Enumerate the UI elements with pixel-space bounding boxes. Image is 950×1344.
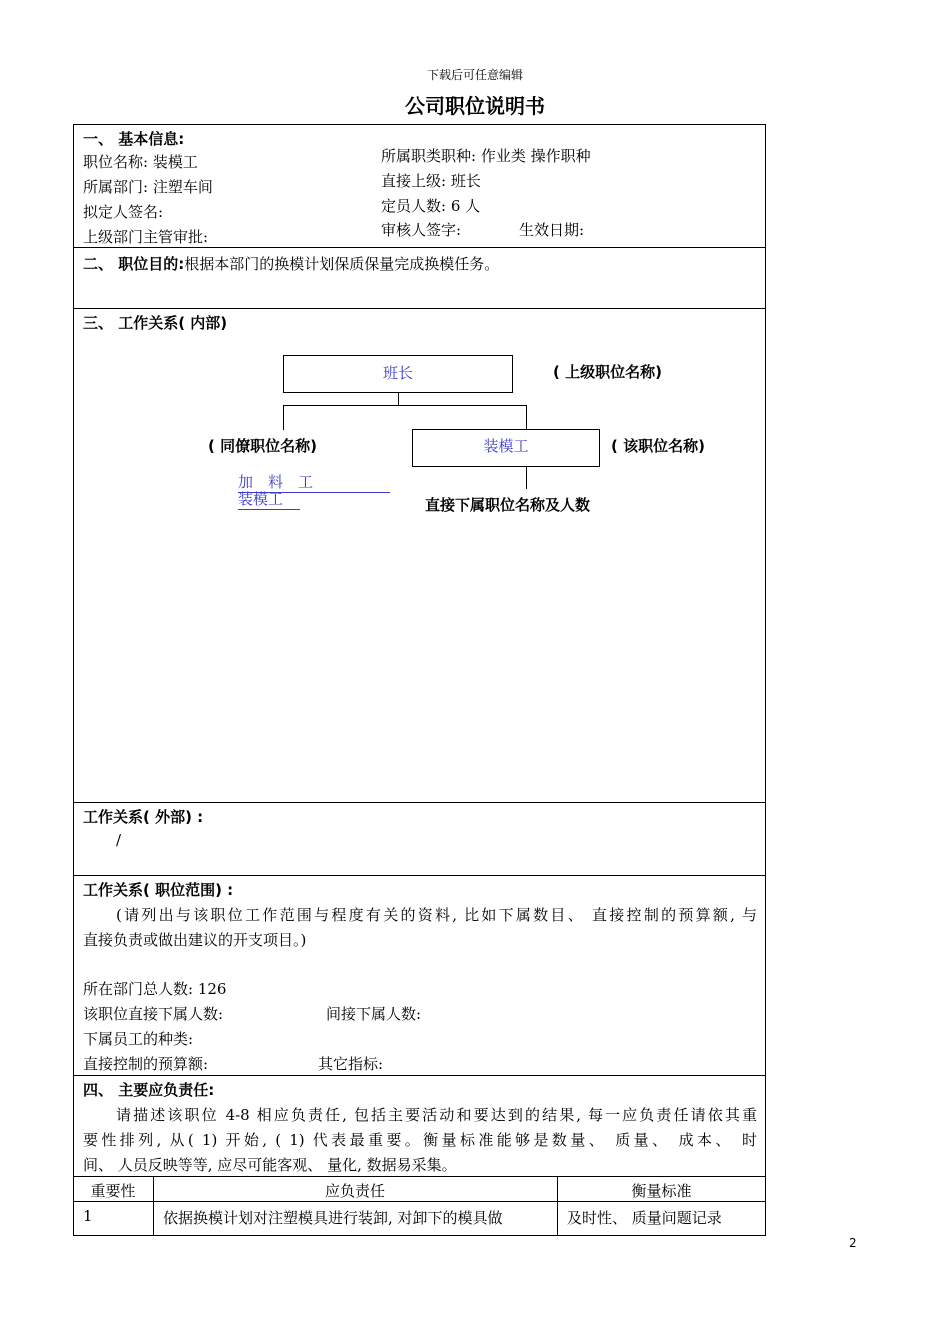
org-connector-horizontal xyxy=(283,405,527,406)
headcount: 定员人数: 6 人 xyxy=(381,197,481,215)
approver-signature: 上级部门主管审批: xyxy=(83,228,209,246)
divider-purpose xyxy=(73,308,766,309)
org-connector-subordinate xyxy=(526,467,527,489)
external-value: / xyxy=(116,831,122,849)
divider-internal xyxy=(73,802,766,803)
scope-desc-line1: (请列出与该职位工作范围与程度有关的资料, 比如下属数目、 直接控制的预算额, 与 xyxy=(116,906,757,924)
column-header-duty: 应负责任 xyxy=(324,1182,385,1200)
duties-heading: 四、 主要应负责任: xyxy=(83,1081,215,1099)
effective-date: 生效日期: xyxy=(519,221,585,239)
peer-item-1[interactable]: 加 料 工 xyxy=(238,471,390,493)
drafter-signature: 拟定人签名: xyxy=(83,203,164,221)
self-box-label: 装模工 xyxy=(483,437,529,455)
basic-heading: 一、 基本信息: xyxy=(83,130,185,148)
column-header-measure: 衡量标准 xyxy=(631,1182,692,1200)
purpose-line xyxy=(83,253,499,274)
column-header-rank: 重要性 xyxy=(90,1182,136,1200)
org-connector-peer xyxy=(283,405,284,430)
divider-scope xyxy=(73,1075,766,1076)
divider-duty-desc xyxy=(73,1176,766,1177)
self-box xyxy=(412,429,600,467)
superior-box xyxy=(283,355,513,393)
other-metrics: 其它指标: xyxy=(318,1055,384,1073)
header-note: 下载后可任意编辑 xyxy=(426,68,523,82)
dept-total: 所在部门总人数: 126 xyxy=(83,980,227,998)
duty-row-text: 依据换模计划对注塑模具进行装卸, 对卸下的模具做 xyxy=(163,1209,503,1227)
direct-supervisor: 直接上级: 班长 xyxy=(381,172,481,190)
department: 所属部门: 注塑车间 xyxy=(83,178,213,196)
duty-row-rank: 1 xyxy=(83,1207,93,1225)
page-title: 公司职位说明书 xyxy=(405,94,545,118)
page-number: 2 xyxy=(849,1236,857,1250)
org-connector-self xyxy=(526,405,527,429)
purpose-heading: 二、 职位目的: xyxy=(83,255,185,273)
external-heading: 工作关系( 外部) : xyxy=(83,808,204,826)
peer-item-2[interactable]: 装模工 xyxy=(238,488,300,510)
internal-heading: 三、 工作关系( 内部) xyxy=(83,314,228,332)
subordinate-label: 直接下属职位名称及人数 xyxy=(425,496,591,514)
self-label: ( 该职位名称) xyxy=(611,437,705,455)
subordinate-types: 下属员工的种类: xyxy=(83,1030,194,1048)
duties-desc-line2: 要性排列, 从( 1) 开始, ( 1) 代表最重要。衡量标准能够是数量、 质量、 成本、 时 xyxy=(83,1131,757,1149)
duty-row-measure: 及时性、 质量问题记录 xyxy=(567,1209,722,1227)
peer-label: ( 同僚职位名称) xyxy=(208,437,317,455)
divider-external xyxy=(73,875,766,876)
position-name: 职位名称: 装模工 xyxy=(83,153,198,171)
superior-label: ( 上级职位名称) xyxy=(553,363,662,381)
divider-duty-header xyxy=(73,1201,766,1202)
indirect-subordinates: 间接下属人数: xyxy=(326,1005,422,1023)
scope-desc-line2: 直接负责或做出建议的开支项目。) xyxy=(83,931,307,949)
purpose-text: 根据本部门的换模计划保质保量完成换模任务。 xyxy=(184,255,500,273)
reviewer-signature: 审核人签字: xyxy=(381,221,462,239)
scope-heading: 工作关系( 职位范围) : xyxy=(83,881,234,899)
divider-basic xyxy=(73,247,766,248)
duties-desc-line3: 间、 人员反映等等, 应尽可能客观、 量化, 数据易采集。 xyxy=(83,1156,457,1174)
direct-subordinates: 该职位直接下属人数: xyxy=(83,1005,224,1023)
superior-box-label: 班长 xyxy=(382,364,413,382)
job-category: 所属职类职种: 作业类 操作职种 xyxy=(381,147,591,165)
budget: 直接控制的预算额: xyxy=(83,1055,209,1073)
duties-desc-line1: 请描述该职位 4-8 相应负责任, 包括主要活动和要达到的结果, 每一应负责任请依其重 xyxy=(116,1106,757,1124)
